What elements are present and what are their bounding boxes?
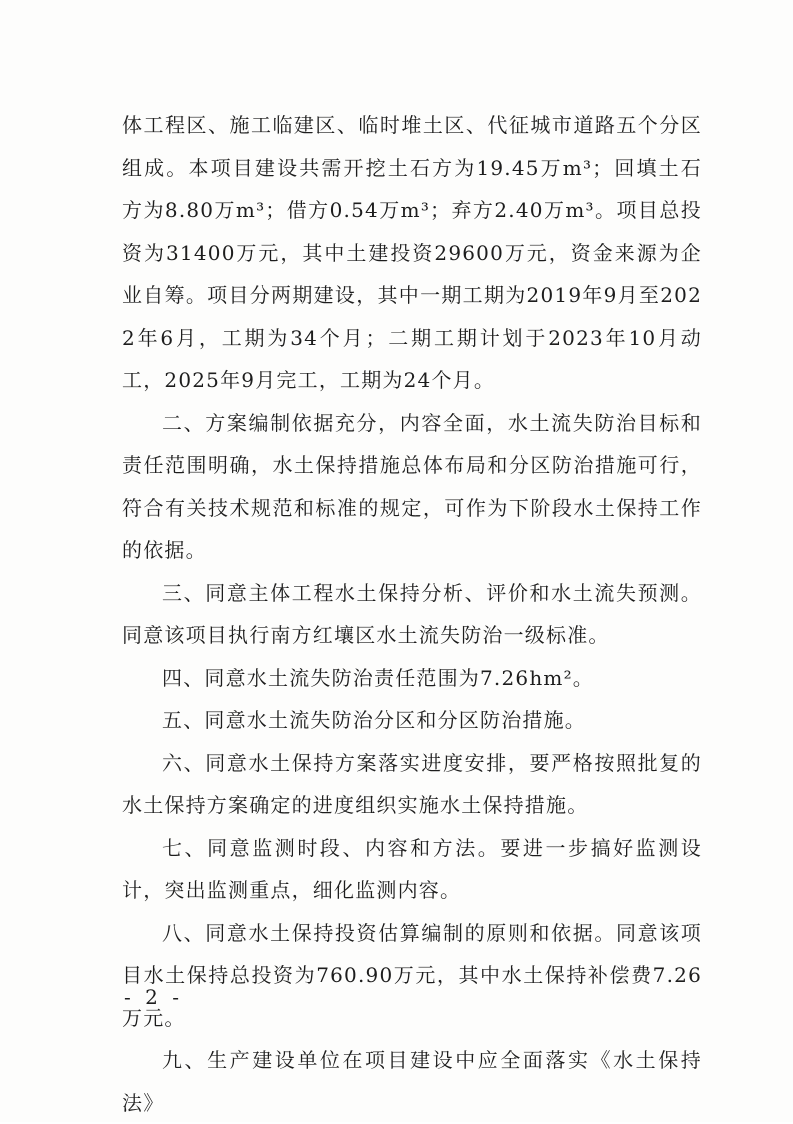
paragraph-text: 八、同意水土保持投资估算编制的原则和依据。同意该项目水土保持总投资为760.90万元，其中水土保持补偿费7.26万元。 <box>122 920 702 1030</box>
paragraph-text: 七、同意监测时段、内容和方法。要进一步搞好监测设计，突出监测重点，细化监测内容。 <box>122 835 702 902</box>
paragraph-text: 体工程区、施工临建区、临时堆土区、代征城市道路五个分区组成。本项目建设共需开挖土石方为19.45万m³；回填土石方为8.80万m³；借方0.54万m³；弃方2.40万m³。项目总投资为31400万元，其中土建投资29600万元，资金来源为企业自筹。项目分两期建设，其中一期工期为2019年9月至2022年6月，工期为34个月；二期工期计划于2023年10月动工，2025年9月完工，工期为24个月。 <box>122 113 702 392</box>
paragraph-text: 五、同意水土流失防治分区和分区防治措施。 <box>162 708 586 732</box>
paragraph-item-4 <box>122 657 702 700</box>
paragraph-text: 二、方案编制依据充分，内容全面，水土流失防治目标和责任范围明确，水土保持措施总体布局和分区防治措施可行，符合有关技术规范和标准的规定，可作为下阶段水土保持工作的依据。 <box>122 410 702 562</box>
document-body <box>122 104 702 1124</box>
paragraph-item-9 <box>122 1039 702 1124</box>
paragraph-item-8 <box>122 912 702 1040</box>
paragraph-text: 四、同意水土流失防治责任范围为7.26hm²。 <box>162 665 594 690</box>
paragraph-item-6 <box>122 742 702 827</box>
paragraph-project-overview <box>122 104 702 402</box>
paragraph-text: 三、同意主体工程水土保持分析、评价和水土流失预测。同意该项目执行南方红壤区水土流失防治一级标准。 <box>122 580 702 647</box>
paragraph-item-7 <box>122 827 702 912</box>
paragraph-text: 六、同意水土保持方案落实进度安排，要严格按照批复的水土保持方案确定的进度组织实施水土保持措施。 <box>122 750 702 817</box>
page-number: - 2 - <box>124 985 183 1009</box>
paragraph-item-2 <box>122 402 702 572</box>
paragraph-item-3 <box>122 572 702 657</box>
paragraph-text: 九、生产建设单位在项目建设中应全面落实《水土保持法》 <box>122 1048 702 1115</box>
paragraph-item-5 <box>122 699 702 742</box>
